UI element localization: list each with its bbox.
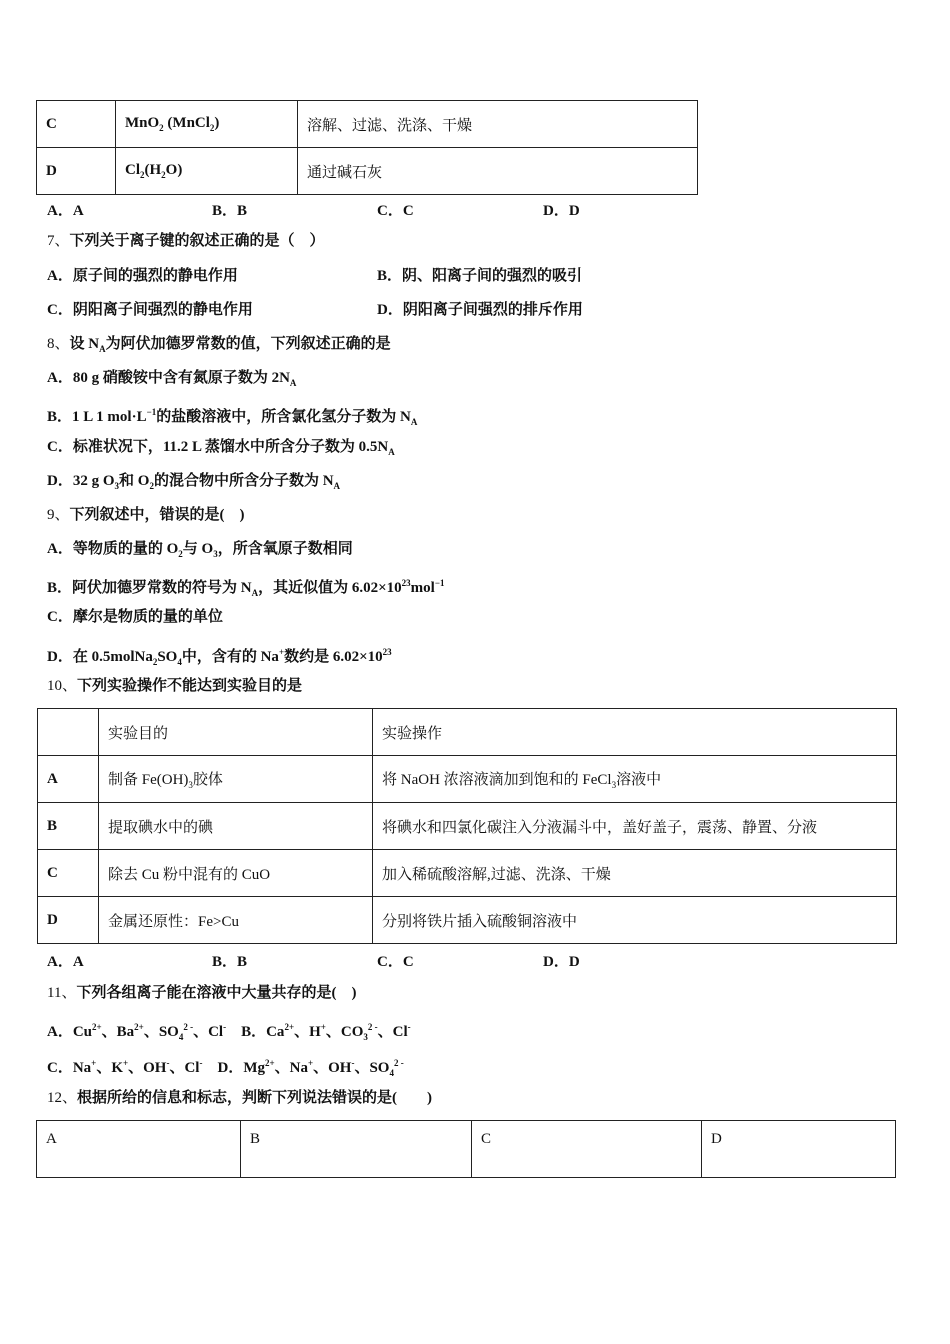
table-q12 — [36, 1120, 896, 1178]
text-segment: B．阴、阳离子间的强烈的吸引 — [377, 268, 583, 284]
text-segment: 、H — [294, 1024, 321, 1040]
subscript: 3 — [363, 1032, 368, 1042]
answer-option[interactable] — [377, 266, 582, 286]
text-segment: 、OH — [128, 1060, 167, 1076]
text-segment: 金属还原性：Fe>Cu — [108, 913, 239, 930]
option-d[interactable]: D．D — [543, 954, 580, 970]
answer-option[interactable] — [47, 607, 223, 627]
text-segment: Cl — [125, 162, 140, 178]
answer-option[interactable] — [47, 1053, 404, 1083]
option-b[interactable]: B．B — [212, 954, 248, 970]
answer-option[interactable] — [47, 642, 392, 672]
supscript: - — [351, 1058, 355, 1068]
text-segment: 、Cl — [193, 1024, 224, 1040]
question-stem — [47, 334, 391, 359]
table-q10-experiments — [37, 708, 897, 944]
text-segment: 下列各组离子能在溶液中大量共存的是( ) — [76, 985, 357, 1001]
text-segment: 、K — [96, 1060, 123, 1076]
operation-cell — [373, 756, 897, 803]
option-d[interactable]: D．D — [543, 203, 580, 219]
table-row — [37, 148, 698, 195]
text-segment: C．摩尔是物质的量的单位 — [47, 609, 223, 625]
supscript: 2 - — [393, 1058, 404, 1068]
text-segment: 除去 Cu 粉中混有的 CuO — [108, 866, 271, 883]
text-segment: (H — [144, 162, 162, 178]
text-segment: 、Na — [274, 1060, 308, 1076]
row-label: B — [38, 803, 99, 850]
header-cell: 实验操作 — [373, 709, 897, 756]
text-segment: A．Cu — [47, 1024, 93, 1040]
supscript: + — [91, 1058, 97, 1068]
operation-cell — [373, 897, 897, 944]
question-number: 8、 — [47, 336, 70, 352]
subscript: A — [251, 588, 259, 598]
text-segment: 、Ba — [101, 1024, 135, 1040]
answer-option[interactable] — [47, 300, 253, 320]
supscript: 23 — [382, 647, 392, 657]
question-number: 9、 — [47, 507, 70, 523]
answer-option[interactable] — [47, 1017, 411, 1047]
subscript: 3 — [114, 481, 120, 491]
cell-d: D — [702, 1121, 896, 1178]
option-a[interactable]: A．A — [47, 954, 84, 970]
supscript: - — [223, 1022, 227, 1032]
text-segment: 与 O — [182, 541, 214, 557]
text-segment: C．标准状况下，11.2 L 蒸馏水中所含分子数为 0.5N — [47, 439, 389, 455]
text-segment: 制备 Fe(OH) — [108, 772, 189, 788]
supscript: 2 - — [367, 1022, 378, 1032]
subscript: 2 — [209, 123, 215, 133]
row-label: D — [38, 897, 99, 944]
answer-option[interactable] — [47, 368, 296, 393]
supscript: - — [166, 1058, 170, 1068]
subscript: A — [289, 378, 297, 388]
answer-option[interactable] — [47, 539, 353, 564]
answer-option[interactable] — [47, 573, 444, 603]
text-segment: 下列叙述中，错误的是( ) — [69, 507, 245, 523]
text-segment: 、Cl — [169, 1060, 200, 1076]
answer-option[interactable] — [377, 300, 583, 320]
text-segment: D．阴阳离子间强烈的排斥作用 — [377, 302, 583, 318]
subscript: 3 — [611, 780, 617, 790]
text-segment: A．等物质的量的 O — [47, 541, 179, 557]
supscript: 2 - — [183, 1022, 194, 1032]
header-cell: 实验目的 — [99, 709, 373, 756]
subscript: A — [99, 344, 106, 354]
text-segment: 的盐酸溶液中，所含氯化氢分子数为 N — [156, 409, 411, 425]
supscript: −1 — [434, 578, 445, 588]
table-row — [38, 897, 897, 944]
subscript: 4 — [178, 1032, 184, 1042]
text-segment: B．Ca — [226, 1024, 285, 1040]
text-segment: (MnCl — [163, 115, 210, 131]
row-label: C — [38, 850, 99, 897]
question-number: 10、 — [47, 678, 78, 694]
text-segment: 下列实验操作不能达到实验目的是 — [77, 678, 303, 694]
text-segment: 下列关于离子键的叙述正确的是（ ） — [69, 233, 325, 249]
supscript: + — [320, 1022, 326, 1032]
question-number: 11、 — [47, 985, 77, 1001]
supscript: + — [278, 647, 285, 657]
supscript: + — [307, 1058, 314, 1068]
row-label: A — [38, 756, 99, 803]
answer-option[interactable] — [47, 266, 238, 286]
table-row — [38, 756, 897, 803]
text-segment: 中，含有的 Na — [181, 649, 279, 665]
text-segment: SO — [157, 649, 178, 665]
text-segment: C．阴阳离子间强烈的静电作用 — [47, 302, 253, 318]
cell-b: B — [241, 1121, 472, 1178]
text-segment: 为阿伏加德罗常数的值，下列叙述正确的是 — [105, 336, 391, 352]
text-segment: 将碘水和四氯化碳注入分液漏斗中，盖好盖子，震荡、静置、分液 — [382, 819, 818, 836]
method-cell: 溶解、过滤、洗涤、干燥 — [298, 101, 698, 148]
row-label: C — [37, 101, 116, 148]
text-segment: A．80 g 硝酸铵中含有氮原子数为 2N — [47, 370, 290, 386]
row-label: D — [37, 148, 116, 195]
subscript: 2 — [161, 170, 166, 180]
operation-cell — [373, 850, 897, 897]
text-segment: ，其近似值为 6.02×10 — [258, 580, 402, 596]
substance-cell — [116, 101, 298, 148]
text-segment: 设 N — [69, 336, 100, 352]
text-segment: 、SO — [143, 1024, 179, 1040]
text-segment: 、SO — [354, 1060, 390, 1076]
answer-option[interactable] — [47, 471, 340, 496]
header-cell — [38, 709, 99, 756]
text-segment: D．Mg — [202, 1060, 265, 1076]
table-row — [37, 101, 698, 148]
question-stem — [47, 1088, 432, 1108]
answer-option[interactable] — [47, 402, 417, 432]
supscript: −1 — [146, 407, 157, 417]
text-segment: 、OH — [313, 1060, 352, 1076]
text-segment: 和 O — [119, 473, 150, 489]
supscript: 2+ — [92, 1022, 102, 1032]
text-segment: O) — [165, 162, 183, 178]
option-b[interactable]: B．B — [212, 203, 248, 219]
purpose-cell — [99, 756, 373, 803]
purpose-cell — [99, 803, 373, 850]
purpose-cell — [99, 897, 373, 944]
text-segment: 、CO — [325, 1024, 364, 1040]
subscript: 2 — [152, 657, 158, 667]
method-cell: 通过碱石灰 — [298, 148, 698, 195]
cell-a: A — [37, 1121, 241, 1178]
supscript: - — [199, 1058, 203, 1068]
subscript: A — [410, 417, 418, 427]
text-segment: B．阿伏加德罗常数的符号为 N — [47, 580, 252, 596]
supscript: 2+ — [264, 1058, 275, 1068]
table-row — [38, 850, 897, 897]
supscript: 23 — [401, 578, 411, 588]
subscript: 2 — [159, 123, 164, 133]
answer-option[interactable] — [47, 437, 395, 462]
text-segment: 分别将铁片插入硫酸铜溶液中 — [382, 913, 578, 930]
table-header-row — [38, 709, 897, 756]
text-segment: ) — [214, 115, 220, 131]
text-segment: 的混合物中所含分子数为 N — [153, 473, 334, 489]
operation-cell — [373, 803, 897, 850]
text-segment: A．原子间的强烈的静电作用 — [47, 268, 238, 284]
question-stem — [47, 676, 302, 696]
subscript: 3 — [213, 549, 218, 559]
text-segment: ，所含氧原子数相同 — [217, 541, 353, 557]
text-segment: D．在 0.5molNa — [47, 649, 153, 665]
subscript: A — [333, 481, 341, 491]
subscript: 2 — [178, 549, 183, 559]
text-segment: MnO — [125, 115, 160, 131]
subscript: 3 — [188, 780, 193, 790]
supscript: - — [407, 1022, 411, 1032]
question-stem — [47, 983, 356, 1003]
supscript: 2+ — [284, 1022, 295, 1032]
text-segment: 胶体 — [192, 772, 223, 788]
text-segment: 提取碘水中的碘 — [108, 819, 214, 836]
supscript: + — [122, 1058, 129, 1068]
option-c[interactable]: C．C — [377, 954, 414, 970]
purpose-cell — [99, 850, 373, 897]
text-segment: mol — [410, 580, 435, 596]
text-segment: D．32 g O — [47, 473, 115, 489]
text-segment: 数约是 6.02×10 — [284, 649, 383, 665]
table-row — [38, 803, 897, 850]
question-number: 7、 — [47, 233, 70, 249]
option-c[interactable]: C．C — [377, 203, 414, 219]
subscript: 2 — [140, 170, 145, 180]
question-number: 12、 — [47, 1090, 78, 1106]
subscript: 4 — [389, 1068, 394, 1078]
option-a[interactable]: A．A — [47, 203, 84, 219]
subscript: 2 — [149, 481, 154, 491]
question-stem — [47, 231, 325, 251]
supscript: 2+ — [134, 1022, 144, 1032]
text-segment: 根据所给的信息和标志，判断下列说法错误的是( ) — [77, 1090, 433, 1106]
text-segment: B．1 L 1 mol·L — [47, 409, 147, 425]
table-separation-methods — [36, 100, 698, 195]
text-segment: 、Cl — [377, 1024, 408, 1040]
substance-cell — [116, 148, 298, 195]
subscript: A — [388, 447, 395, 457]
text-segment: 溶液中 — [616, 772, 662, 788]
cell-c: C — [472, 1121, 702, 1178]
question-stem — [47, 505, 245, 525]
text-segment: C．Na — [47, 1060, 92, 1076]
text-segment: 将 NaOH 浓溶液滴加到饱和的 FeCl — [382, 772, 612, 788]
subscript: 4 — [177, 657, 182, 667]
text-segment: 加入稀硫酸溶解,过滤、洗涤、干燥 — [382, 866, 611, 883]
